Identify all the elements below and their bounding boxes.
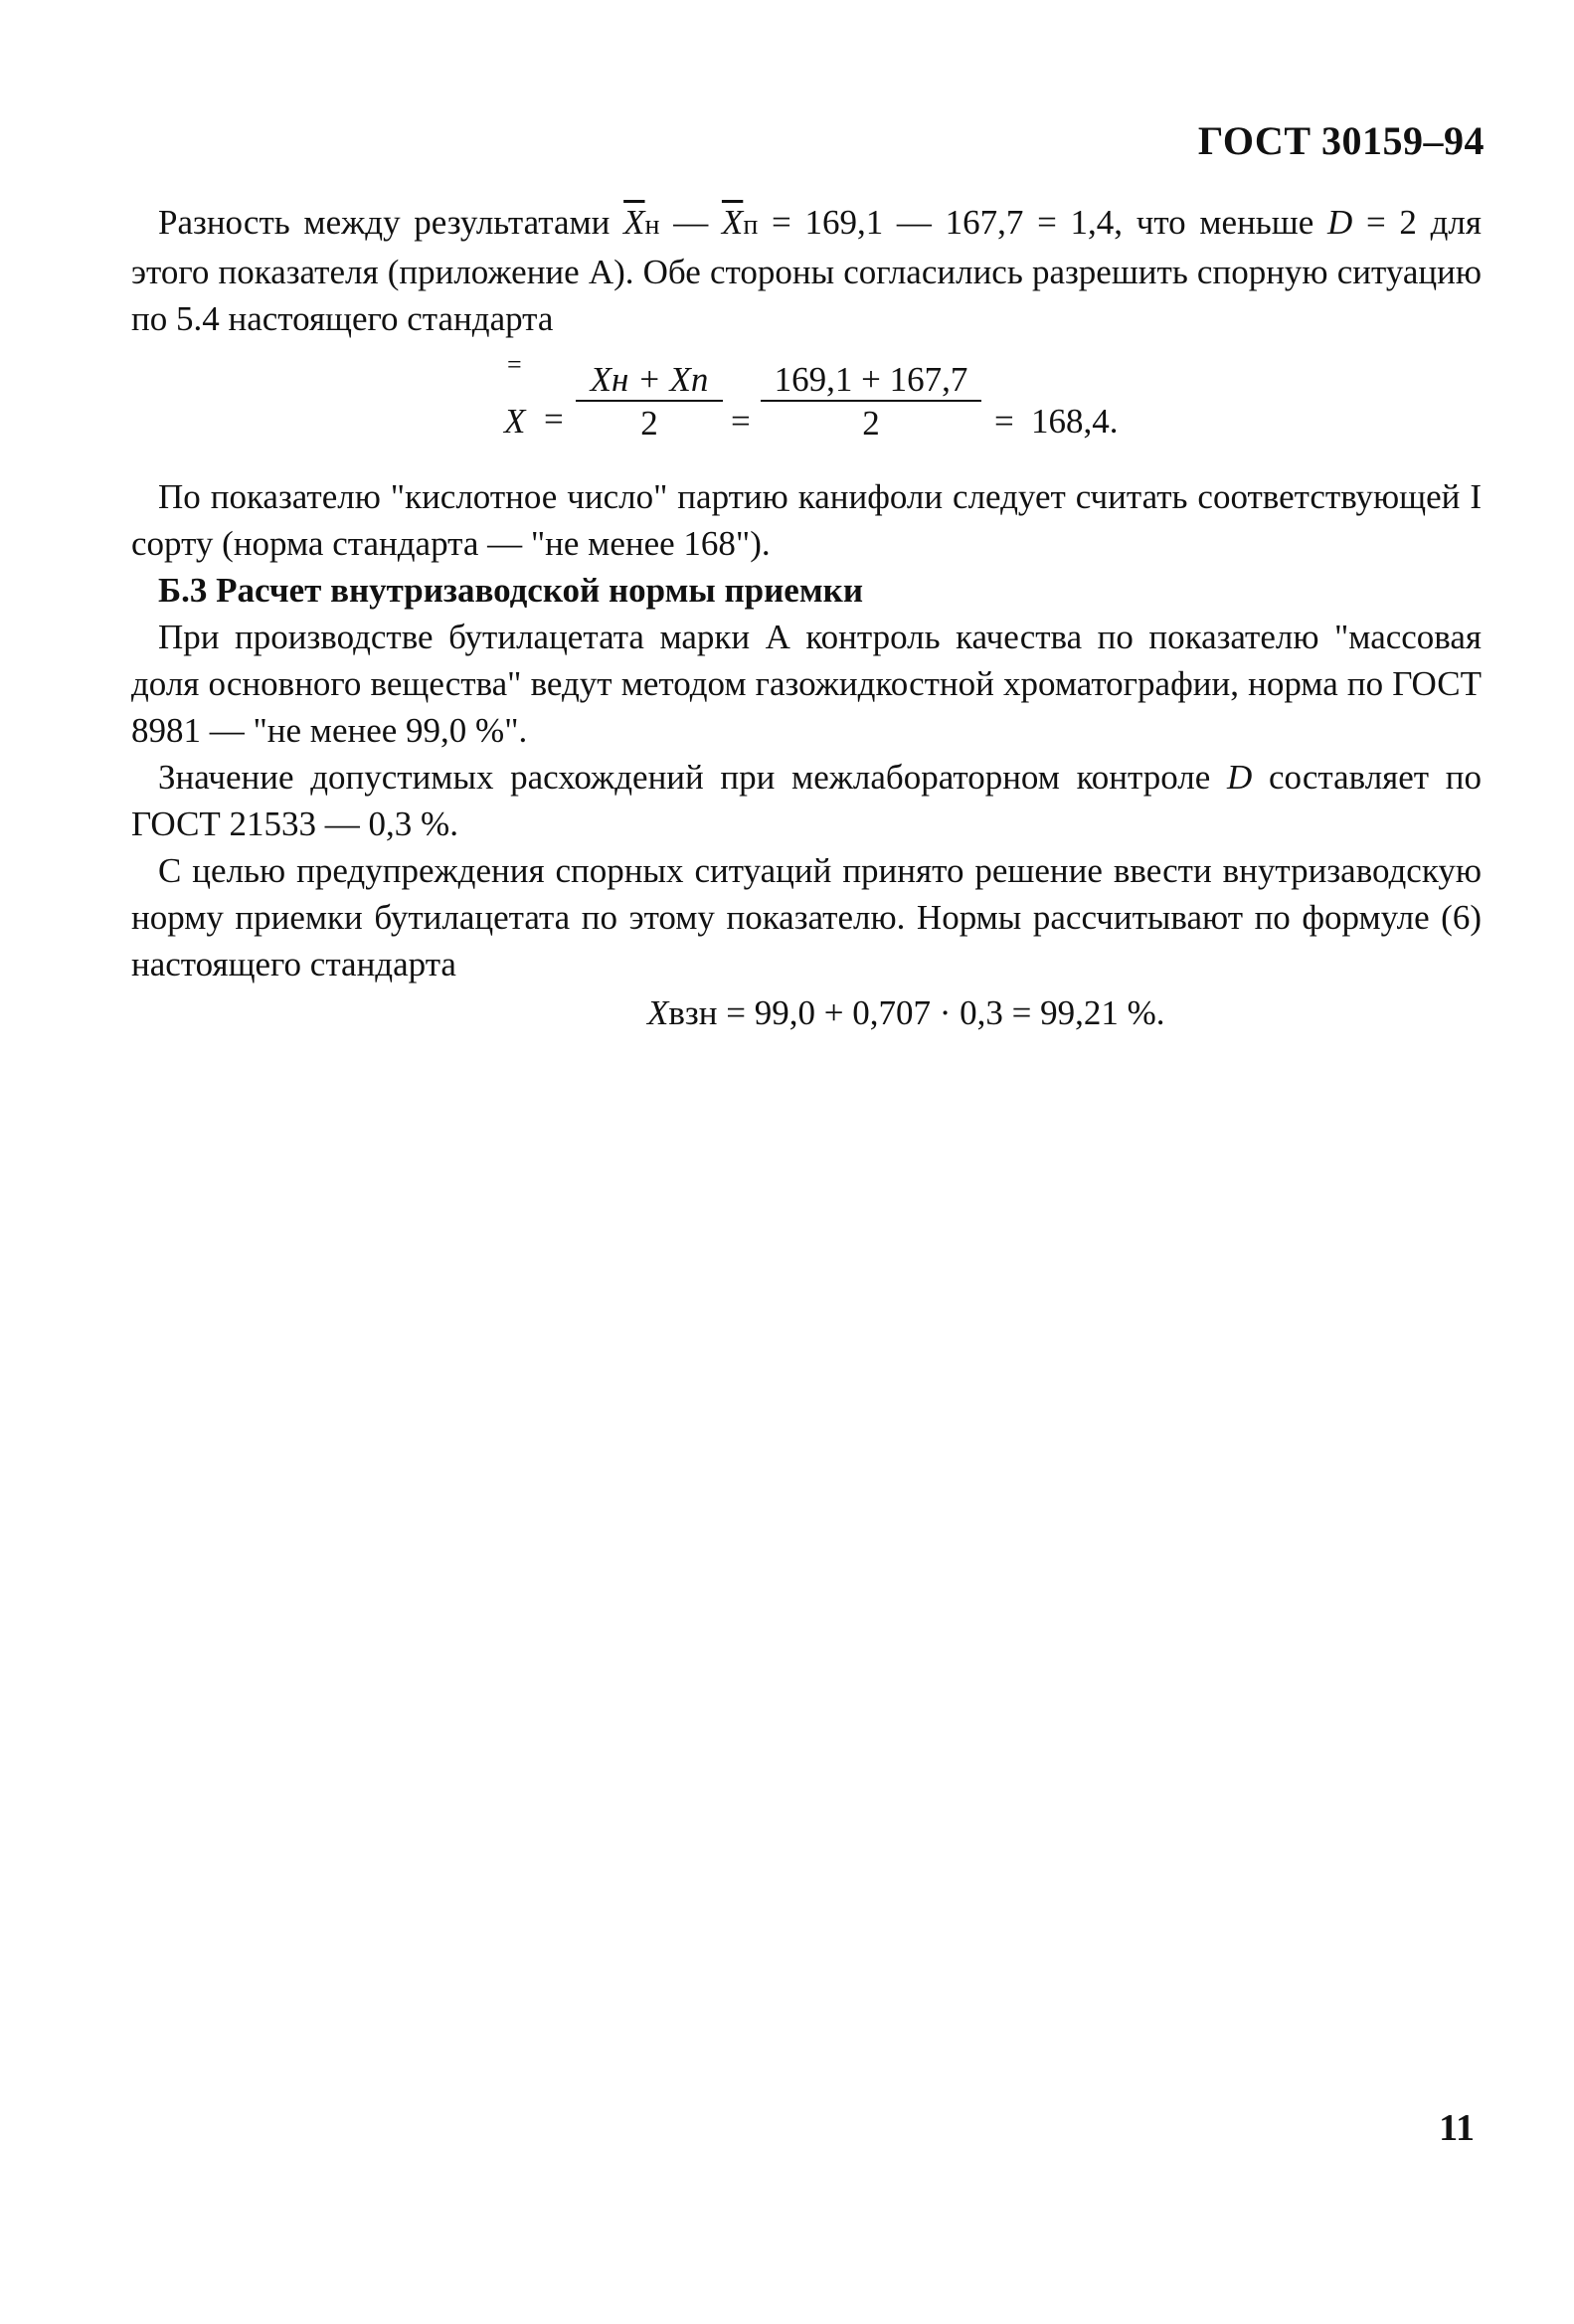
fraction-denominator: 2 (640, 404, 658, 443)
symbol-x-subscript: взн (668, 993, 718, 1032)
page-number: 11 (1439, 2107, 1475, 2149)
formula-result: 168,4. (1031, 402, 1119, 441)
fraction-numerator: 169,1 + 167,7 (774, 360, 968, 399)
equals-sign: = (994, 402, 1014, 441)
symbol-d: D (1326, 203, 1353, 242)
document-body (131, 199, 1482, 1036)
fraction-numeric (761, 360, 981, 446)
fraction-denominator: 2 (862, 404, 880, 443)
paragraph-difference (131, 199, 1482, 342)
symbol-xp: $\overline{X}$ (721, 203, 744, 242)
equals-sign: = (731, 402, 751, 441)
fraction-symbolic (576, 360, 723, 446)
text-mid: = 169,1 — 167,7 = 1,4, что меньше (758, 203, 1327, 242)
paragraph-tolerance (131, 754, 1482, 847)
symbol-d: D (1226, 758, 1253, 797)
text-tail: составляет по ГОСТ 21533 — 0,3 %. (131, 758, 1482, 843)
formula-lhs: X (504, 402, 526, 441)
equals-sign: = (544, 400, 564, 439)
double-bar-mark: = (507, 350, 522, 379)
text-lead: Разность между результатами (158, 203, 624, 242)
symbol-x: X (647, 993, 669, 1032)
paragraph-norm: С целью предупреждения спорных ситуаций принято решение ввести внутризаводскую норму приемки бутилацетата по этому показателю. Нормы рассчитывают по формуле (6) настоящего стандарта (131, 851, 1482, 983)
symbol-xn: $\overline{X}$ (623, 203, 645, 242)
symbol-xn-subscript: н (644, 210, 660, 241)
formula-internal-norm (131, 989, 1482, 1036)
section-heading: Б.3 Расчет внутризаводской нормы приемки (158, 571, 863, 610)
paragraph-production: При производстве бутилацетата марки А контроль качества по показателю "массовая доля основного вещества" ведут методом газожидкостной хроматографии, норма по ГОСТ 8981 — "не менее 99,0 %". (131, 618, 1482, 750)
symbol-xp-subscript: п (743, 210, 759, 241)
text-tail: = 2 для этого показателя (приложение А). Обе стороны согласились разрешить спорную ситуацию по 5.4 настоящего стандарта (131, 203, 1482, 338)
fraction-numerator: Xн + Xп (590, 360, 709, 399)
formula-mean (131, 346, 1482, 463)
text-dash: — (659, 203, 722, 242)
document-id: ГОСТ 30159–94 (1197, 118, 1485, 163)
formula-expression: = 99,0 + 0,707 · 0,3 = 99,21 %. (717, 993, 1165, 1032)
paragraph-conclusion: По показателю "кислотное число" партию канифоли следует считать соответствующей I сорту (норма стандарта — "не менее 168"). (131, 477, 1482, 563)
text-lead: Значение допустимых расхождений при межлабораторном контроле (158, 758, 1227, 797)
